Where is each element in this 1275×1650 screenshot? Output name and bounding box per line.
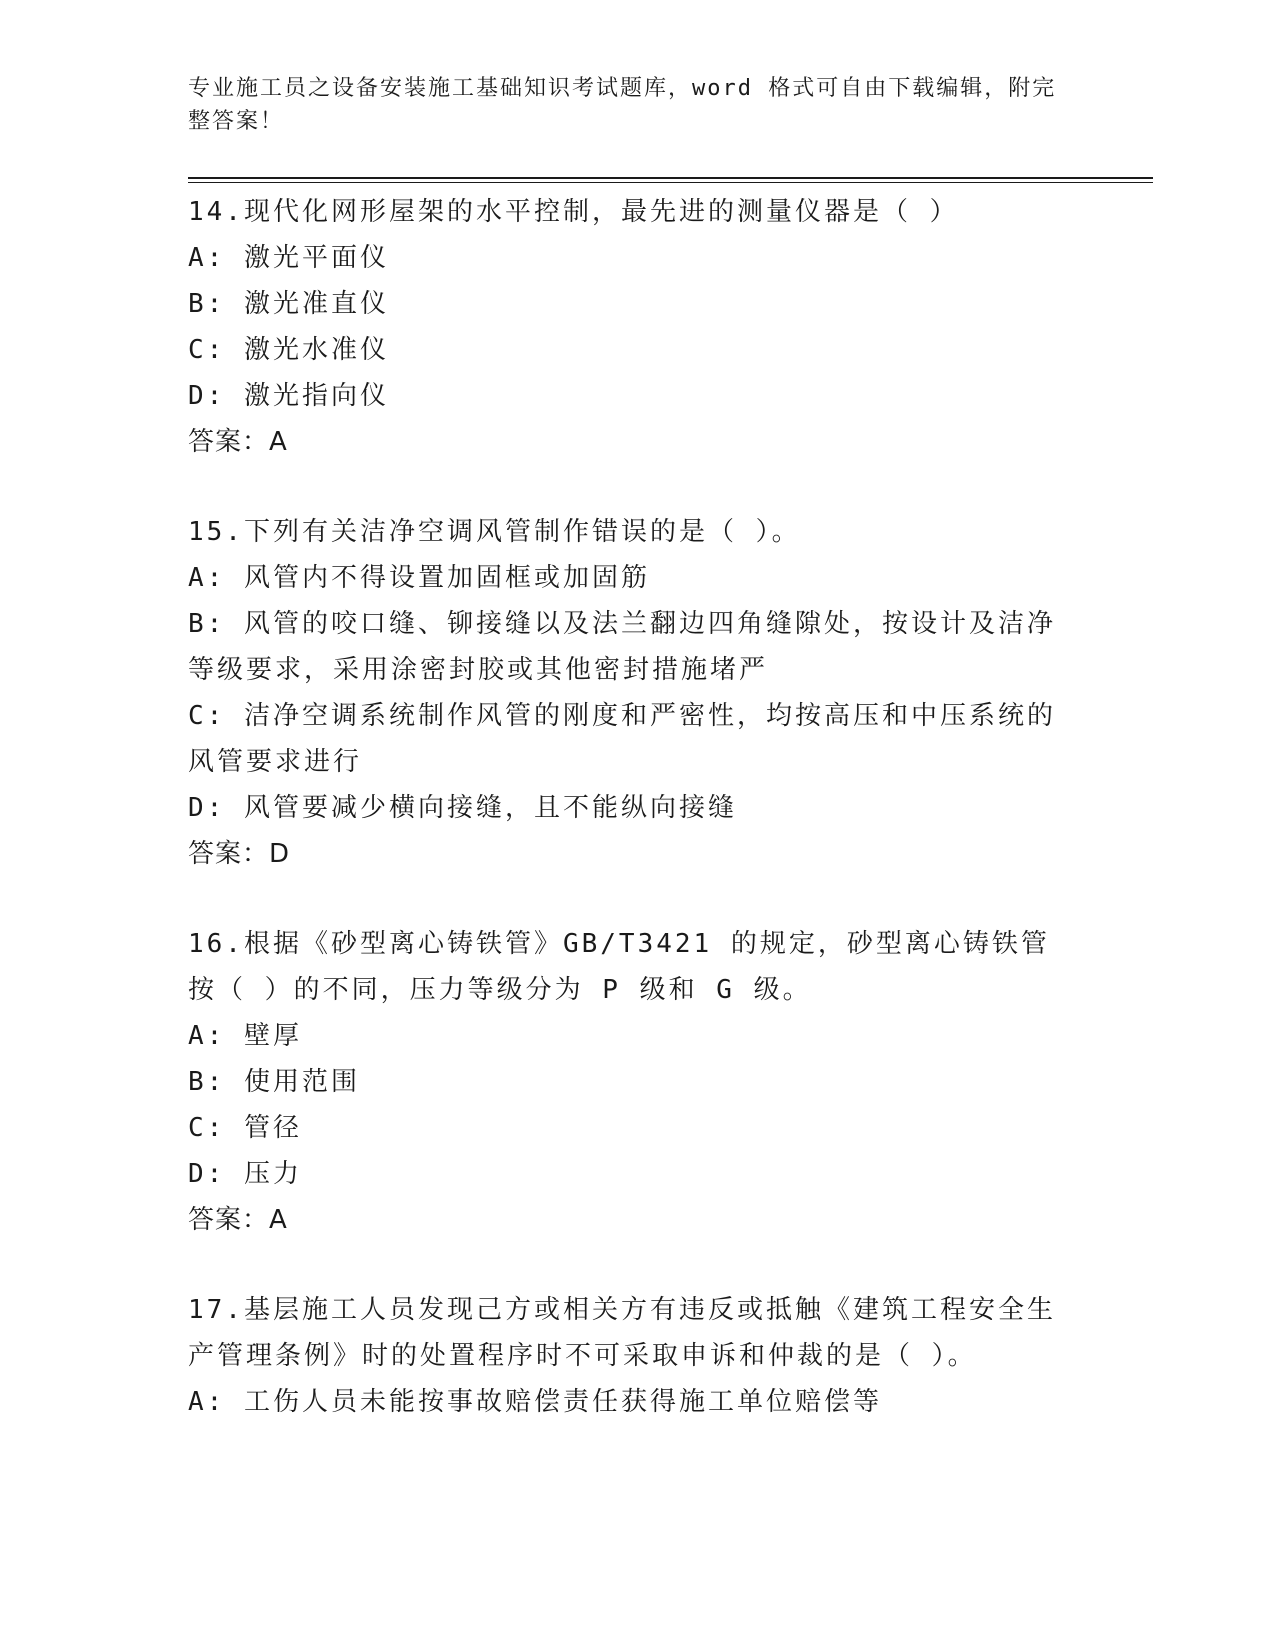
question-17 xyxy=(188,1287,1078,1425)
question-16 xyxy=(188,921,1078,1243)
document-header: 专业施工员之设备安装施工基础知识考试题库，word 格式可自由下载编辑，附完整答案！ xyxy=(188,76,1057,134)
option-d: D: 压力 xyxy=(188,1159,302,1189)
question-stem: 17.基层施工人员发现己方或相关方有违反或抵触《建筑工程安全生产管理条例》时的处置程序时不可采取申诉和仲裁的是（ ）。 xyxy=(188,1295,1056,1371)
option-c: C: 洁净空调系统制作风管的刚度和严密性，均按高压和中压系统的风管要求进行 xyxy=(188,701,1056,777)
question-14 xyxy=(188,189,1078,465)
question-stem: 16.根据《砂型离心铸铁管》GB/T3421 的规定，砂型离心铸铁管按（ ）的不同，压力等级分为 P 级和 G 级。 xyxy=(188,929,1050,1005)
header-divider-thick xyxy=(188,177,1153,179)
option-a: A: 壁厚 xyxy=(188,1021,302,1051)
question-stem: 14.现代化网形屋架的水平控制，最先进的测量仪器是（ ） xyxy=(188,197,959,227)
question-15 xyxy=(188,509,1078,877)
option-c: C: 激光水准仪 xyxy=(188,335,389,365)
option-b: B: 风管的咬口缝、铆接缝以及法兰翻边四角缝隙处，按设计及洁净等级要求，采用涂密封胶或其他密封措施堵严 xyxy=(188,609,1056,685)
answer-line: 答案：A xyxy=(188,1205,288,1235)
option-b: B: 使用范围 xyxy=(188,1067,360,1097)
question-stem: 15.下列有关洁净空调风管制作错误的是（ ）。 xyxy=(188,517,801,547)
header-divider-thin xyxy=(188,182,1153,183)
answer-line: 答案：A xyxy=(188,427,288,457)
option-b: B: 激光准直仪 xyxy=(188,289,389,319)
option-a: A: 激光平面仪 xyxy=(188,243,389,273)
option-c: C: 管径 xyxy=(188,1113,302,1143)
option-a: A: 工伤人员未能按事故赔偿责任获得施工单位赔偿等 xyxy=(188,1387,882,1417)
option-a: A: 风管内不得设置加固框或加固筋 xyxy=(188,563,650,593)
question-list xyxy=(188,189,1078,1469)
option-d: D: 风管要减少横向接缝，且不能纵向接缝 xyxy=(188,793,737,823)
option-d: D: 激光指向仪 xyxy=(188,381,389,411)
answer-line: 答案：D xyxy=(188,839,291,869)
